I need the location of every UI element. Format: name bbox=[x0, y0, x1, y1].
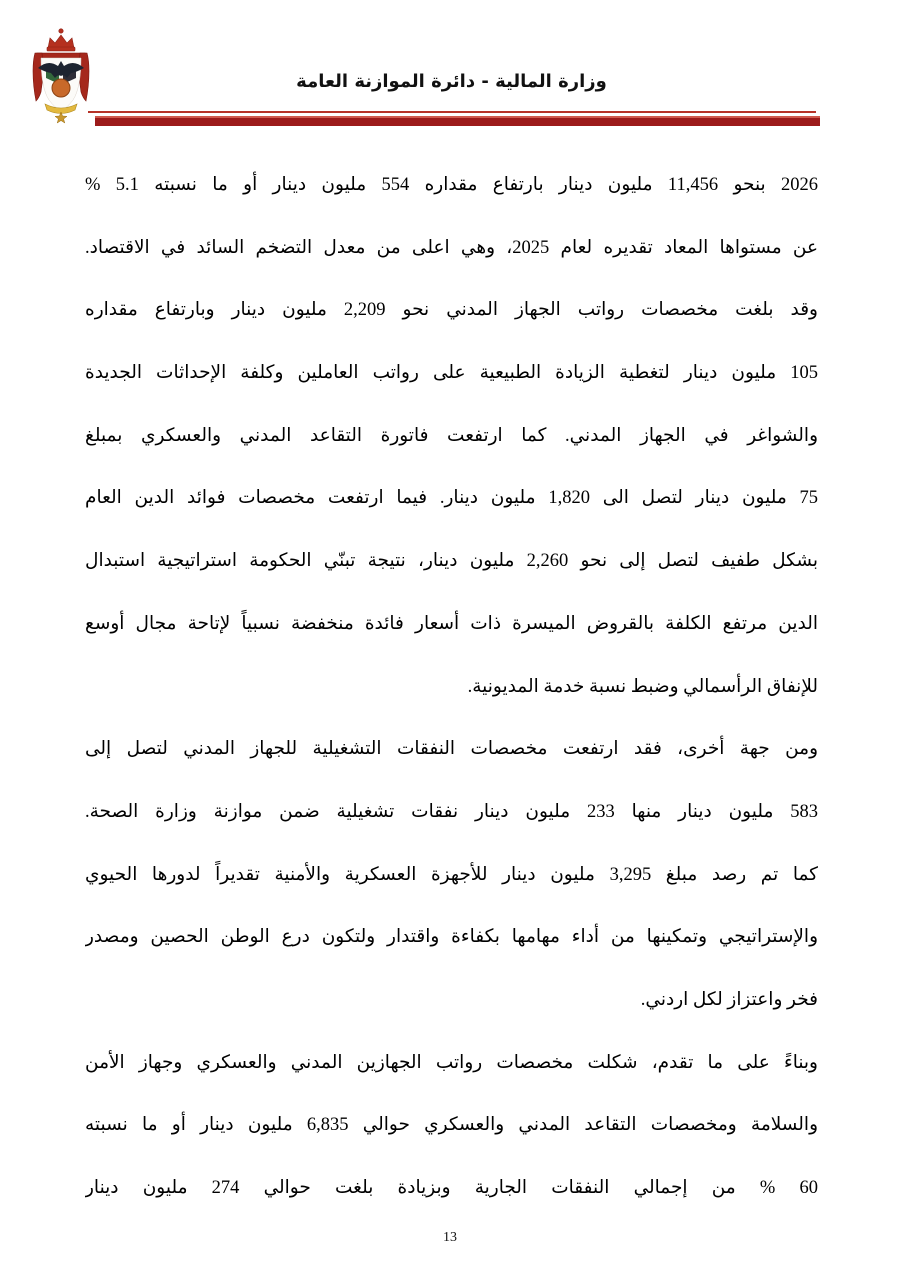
body-line: كما تم رصد مبلغ 3,295 مليون دينار للأجهزة العسكرية والأمنية تقديراً لدورها الحيوي bbox=[85, 864, 818, 885]
body-line: ومن جهة أخرى، فقد ارتفعت مخصصات النفقات التشغيلية للجهاز المدني لتصل إلى bbox=[85, 739, 818, 760]
page-number: 13 bbox=[443, 1230, 457, 1245]
body-line: وبناءً على ما تقدم، شكلت مخصصات رواتب الجهازين المدني والعسكري وجهاز الأمن bbox=[85, 1052, 818, 1073]
body-line: والسلامة ومخصصات التقاعد المدني والعسكري حوالي 6,835 مليون دينار أو ما نسبته bbox=[85, 1115, 818, 1136]
header-separator-thick bbox=[95, 116, 820, 126]
body-line: والشواغر في الجهاز المدني. كما ارتفعت فاتورة التقاعد المدني والعسكري بمبلغ bbox=[85, 425, 818, 446]
body-line: بشكل طفيف لتصل إلى نحو 2,260 مليون دينار، نتيجة تبنّي الحكومة استراتيجية استبدال bbox=[85, 551, 818, 572]
body-line: الدين مرتفع الكلفة بالقروض الميسرة ذات أسعار فائدة منخفضة نسبياً لإتاحة مجال أوسع bbox=[85, 613, 818, 634]
body-line: فخر واعتزاز لكل اردني. bbox=[640, 989, 818, 1010]
body-line: 583 مليون دينار منها 233 مليون دينار نفقات تشغيلية ضمن موازنة وزارة الصحة. bbox=[85, 801, 818, 822]
body-line: 75 مليون دينار لتصل الى 1,820 مليون دينار. فيما ارتفعت مخصصات فوائد الدين العام bbox=[85, 488, 818, 509]
header-separator-thin bbox=[88, 111, 816, 113]
body-line: عن مستواها المعاد تقديره لعام 2025، وهي اعلى من معدل التضخم السائد في الاقتصاد. bbox=[85, 237, 818, 258]
document-body bbox=[85, 154, 818, 1220]
body-line: للإنفاق الرأسمالي وضبط نسبة خدمة المديونية. bbox=[467, 676, 818, 697]
body-line: 60 % من إجمالي النفقات الجارية وبزيادة بلغت حوالي 274 مليون دينار bbox=[85, 1178, 818, 1198]
page-title: وزارة المالية - دائرة الموازنة العامة bbox=[296, 71, 607, 92]
body-line: 2026 بنحو 11,456 مليون دينار بارتفاع مقداره 554 مليون دينار أو ما نسبته 5.1 % bbox=[85, 175, 818, 195]
body-line: وقد بلغت مخصصات رواتب الجهاز المدني نحو 2,209 مليون دينار وبارتفاع مقداره bbox=[85, 300, 818, 321]
body-line: والإستراتيجي وتمكينها من أداء مهامها بكفاءة واقتدار ولتكون درع الوطن الحصين ومصدر bbox=[85, 927, 818, 948]
body-line: 105 مليون دينار لتغطية الزيادة الطبيعية على رواتب العاملين وكلفة الإحداثات الجديدة bbox=[85, 363, 818, 384]
